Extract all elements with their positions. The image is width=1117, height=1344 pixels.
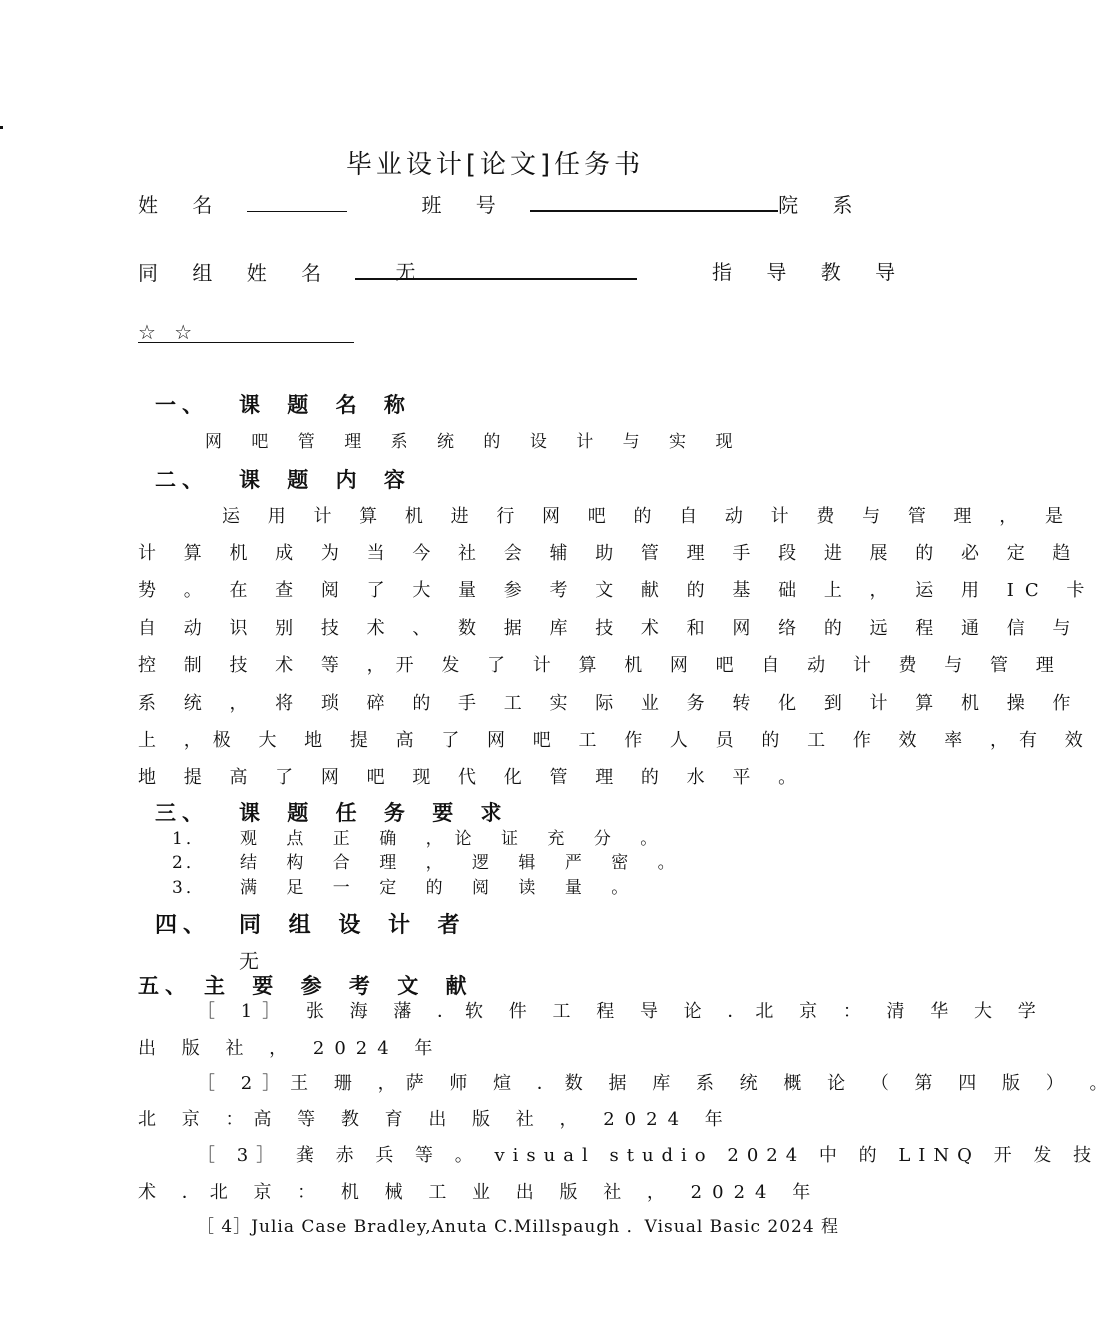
reference-line: 术 ．北 京 ： 机 械 工 业 出 版 社 ， 2024 年 [138, 1182, 821, 1203]
section-3-num: 三、 [155, 801, 209, 825]
list-item-number: 1． [172, 829, 206, 849]
section-2-line: 运 用 计 算 机 进 行 网 吧 的 自 动 计 费 与 管 理 ， 是 [222, 506, 1074, 527]
list-item-text: 满 足 一 定 的 阅 读 量 。 [240, 878, 641, 898]
section-1-text: 网 吧 管 理 系 统 的 设 计 与 实 现 [205, 432, 745, 452]
reference-line: ［ 3］ 龚 赤 兵 等 。 visual studio 2024 中 的 LINQ 开 发 技 [197, 1145, 1100, 1166]
section-3-title: 课 题 任 务 要 求 [239, 801, 512, 825]
stars-row [138, 320, 354, 348]
section-5-num: 五、 [138, 974, 192, 998]
advisor-blank[interactable] [138, 320, 354, 343]
name-class-row [138, 188, 867, 218]
section-2-line: 上 ，极 大 地 提 高 了 网 吧 工 作 人 员 的 工 作 效 率 ，有 效 [138, 730, 1094, 751]
section-2-line: 计 算 机 成 为 当 今 社 会 辅 助 管 理 手 段 进 展 的 必 定 趋 [138, 543, 1082, 564]
section-4-title: 同 组 设 计 者 [239, 913, 470, 938]
group-label: 同 组 姓 名 [138, 261, 336, 285]
section-1-heading [155, 389, 415, 419]
list-item-text: 观 点 正 确 ，论 证 充 分 。 [240, 829, 670, 849]
section-2-heading [155, 464, 415, 494]
list-item-number: 2． [172, 853, 206, 873]
section-2-line: 自 动 识 别 技 术 、 数 据 库 技 术 和 网 络 的 远 程 通 信 与 [138, 618, 1082, 639]
list-item [172, 824, 669, 849]
group-blank[interactable] [355, 256, 637, 284]
class-label: 班 号 [421, 193, 510, 217]
reference-line: ［ 1］ 张 海 藩 ．软 件 工 程 导 论 ．北 京 ： 清 华 大 学 [197, 1001, 1046, 1022]
section-1-title: 课 题 名 称 [239, 393, 415, 417]
section-1-num: 一、 [155, 393, 209, 417]
section-2-line: 地 提 高 了 网 吧 现 代 化 管 理 的 水 平 。 [138, 767, 808, 788]
name-blank[interactable] [247, 189, 347, 212]
list-item-number: 3． [172, 878, 206, 898]
dept-label: 院 系 [778, 193, 867, 217]
advisor-label: 指 导 教 导 [712, 260, 910, 284]
name-label: 姓 名 [138, 193, 227, 217]
list-item [172, 848, 687, 873]
section-2-title: 课 题 内 容 [239, 468, 415, 492]
section-2-line: 势 。 在 查 阅 了 大 量 参 考 文 献 的 基 础 上 ， 运 用 IC 卡 [138, 580, 1096, 601]
reference-line: ［ 2］王 珊 ，萨 师 煊 ．数 据 库 系 统 概 论 （ 第 四 版 ） 。 [197, 1073, 1117, 1094]
reference-line: 出 版 社 ， 2024 年 [138, 1038, 443, 1059]
stars-icon: ☆ ☆ [138, 320, 199, 344]
class-blank[interactable] [530, 188, 778, 212]
group-value: 无 [395, 260, 430, 284]
section-5-title: 主 要 参 考 文 献 [204, 974, 477, 998]
reference-line: ［ 4］Julia Case Bradley,Anuta C.Millspaugh ．Visual Basic 2024 程 [197, 1217, 840, 1237]
section-3-heading [155, 797, 512, 827]
section-5-heading [138, 970, 477, 1000]
section-4-text: 无 [239, 949, 270, 973]
list-item-text: 结 构 合 理 ， 逻 辑 严 密 。 [240, 853, 687, 873]
document-title: 毕业设计[论文]任务书 [345, 150, 645, 180]
reference-line: 北 京 ：高 等 教 育 出 版 社 ， 2024 年 [138, 1109, 733, 1130]
section-4-heading [155, 908, 470, 939]
margin-mark [0, 126, 3, 129]
section-2-line: 系 统 ， 将 琐 碎 的 手 工 实 际 业 务 转 化 到 计 算 机 操 作 [138, 693, 1082, 714]
section-2-num: 二、 [155, 468, 209, 492]
group-row [138, 256, 637, 286]
list-item [172, 873, 640, 898]
section-2-line: 控 制 技 术 等 ，开 发 了 计 算 机 网 吧 自 动 计 费 与 管 理 [138, 655, 1065, 676]
section-4-num: 四、 [155, 913, 212, 938]
